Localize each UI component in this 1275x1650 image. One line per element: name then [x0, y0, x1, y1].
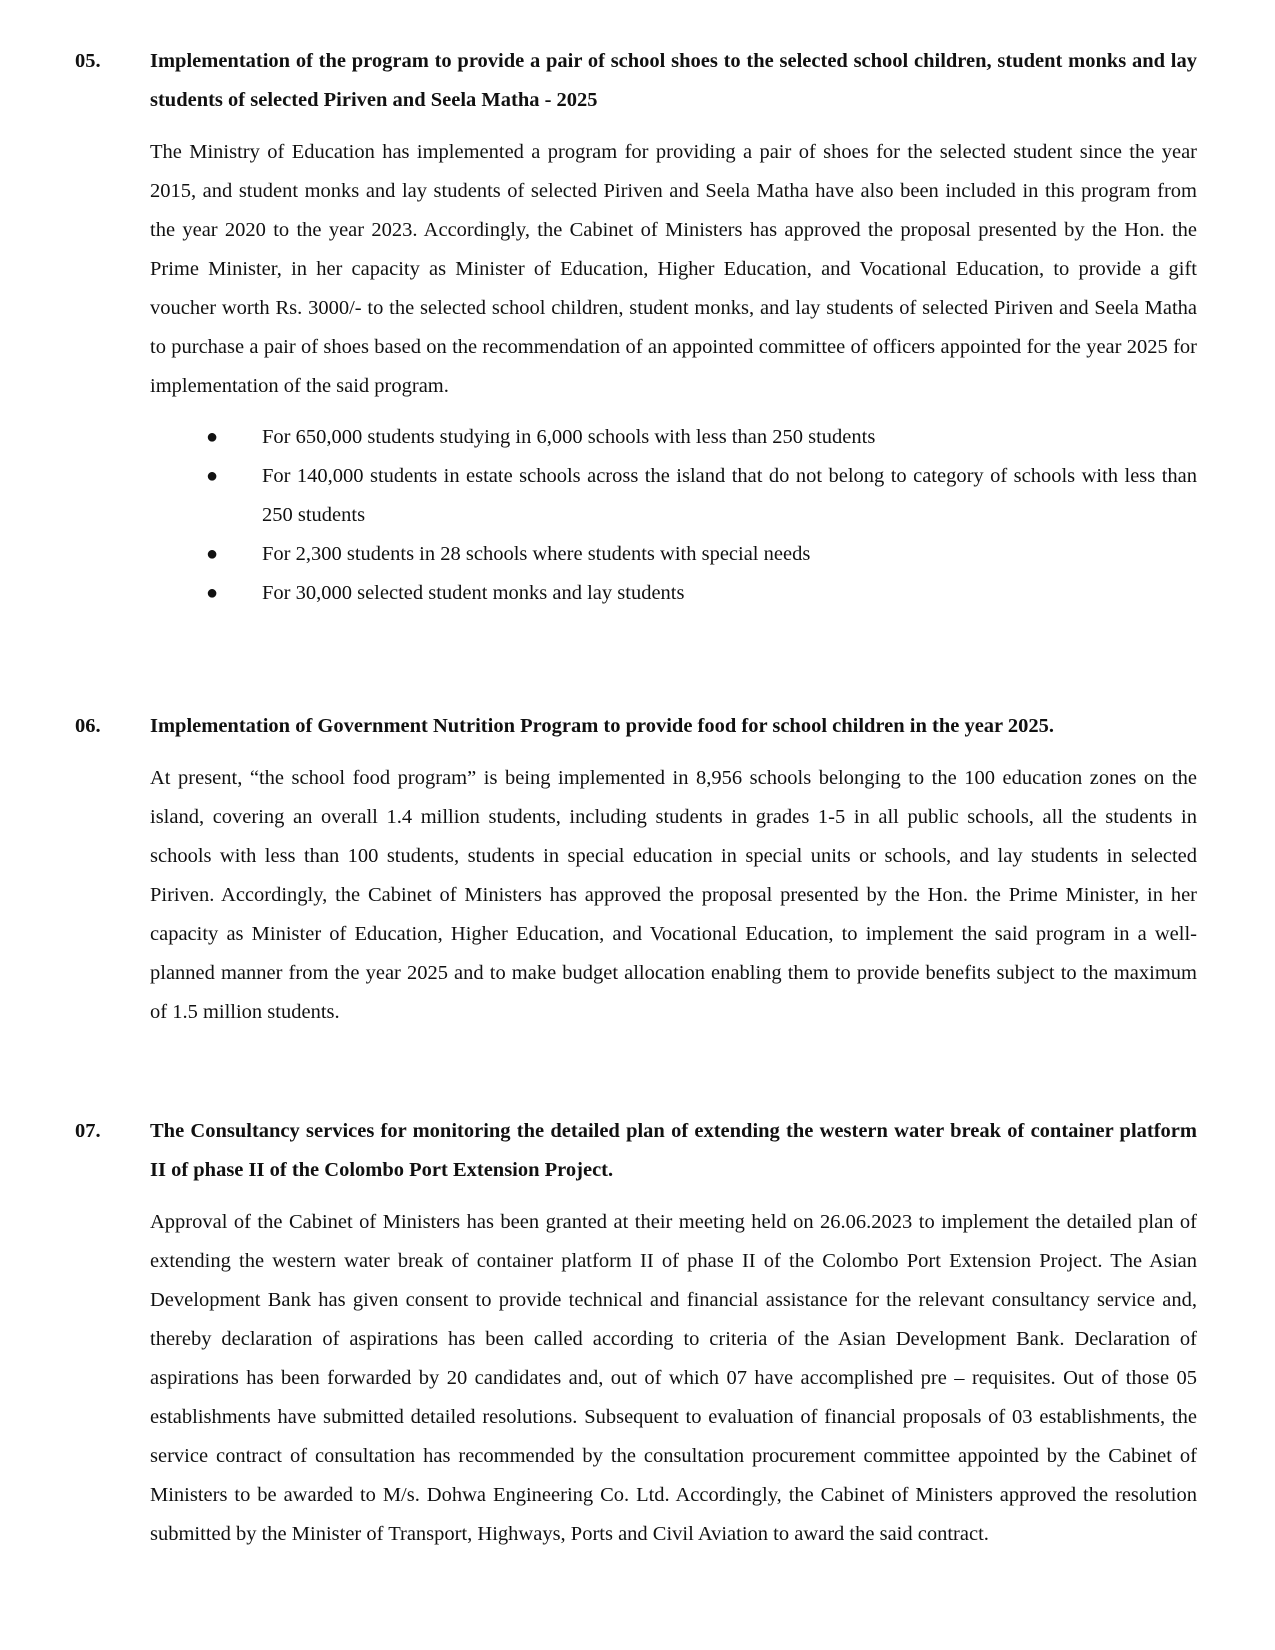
section-07 — [75, 1112, 1197, 1554]
section-body: At present, “the school food program” is being implemented in 8,956 schools belonging to the 100 education zones on the island, covering an overall 1.4 million students, including students in grades 1-5 in all public schools, all the students in schools with less than 100 students, students in special education in special units or schools, and lay students in selected Piriven. Accordingly, the Cabinet of Ministers has approved the proposal presented by the Hon. the Prime Minister, in her capacity as Minister of Education, Higher Education, and Vocational Education, to implement the said program in a well-planned manner from the year 2025 and to make budget allocation enabling them to provide benefits subject to the maximum of 1.5 million students. — [150, 767, 1197, 1023]
bullet-text: For 2,300 students in 28 schools where students with special needs — [262, 543, 811, 565]
bullet-text: For 140,000 students in estate schools across the island that do not belong to category of schools with less than 250 students — [262, 465, 1197, 526]
section-body: Approval of the Cabinet of Ministers has been granted at their meeting held on 26.06.2023 to implement the detailed plan of extending the western water break of container platform II of phase II of the Colombo Port Extension Project. The Asian Development Bank has given consent to provide technical and financial assistance for the relevant consultancy service and, thereby declaration of aspirations has been called according to criteria of the Asian Development Bank. Declaration of aspirations has been forwarded by 20 candidates and, out of which 07 have accomplished pre – requisites. Out of those 05 establishments have submitted detailed resolutions. Subsequent to evaluation of financial proposals of 03 establishments, the service contract of consultation has recommended by the consultation procurement committee appointed by the Cabinet of Ministers to be awarded to M/s. Dohwa Engineering Co. Ltd. Accordingly, the Cabinet of Ministers approved the resolution submitted by the Minister of Transport, Highways, Ports and Civil Aviation to award the said contract. — [150, 1211, 1197, 1545]
bullet-list — [75, 418, 1197, 613]
bullet-text: For 30,000 selected student monks and lay students — [262, 582, 685, 604]
section-06 — [75, 707, 1197, 1032]
bullet-item — [206, 418, 1197, 457]
section-number: 06. — [75, 715, 101, 737]
bullet-icon: ● — [206, 426, 219, 448]
section-title: Implementation of Government Nutrition Program to provide food for school children in the year 2025. — [150, 715, 1055, 737]
bullet-item — [206, 535, 1197, 574]
bullet-item — [206, 457, 1197, 535]
section-heading — [75, 42, 1197, 120]
section-heading — [75, 1112, 1197, 1190]
bullet-icon: ● — [206, 465, 219, 487]
bullet-text: For 650,000 students studying in 6,000 schools with less than 250 students — [262, 426, 876, 448]
section-number: 05. — [75, 50, 101, 72]
bullet-item — [206, 574, 1197, 613]
section-heading — [75, 707, 1197, 746]
section-title: The Consultancy services for monitoring the detailed plan of extending the western water break of container platform II of phase II of the Colombo Port Extension Project. — [150, 1120, 1197, 1181]
bullet-icon: ● — [206, 582, 219, 604]
section-05 — [75, 42, 1197, 613]
section-title: Implementation of the program to provide a pair of school shoes to the selected school children, student monks and lay students of selected Piriven and Seela Matha - 2025 — [150, 50, 1197, 111]
section-number: 07. — [75, 1120, 101, 1142]
bullet-icon: ● — [206, 543, 219, 565]
section-body: The Ministry of Education has implemented a program for providing a pair of shoes for the selected student since the year 2015, and student monks and lay students of selected Piriven and Seela Matha have also been included in this program from the year 2020 to the year 2023. Accordingly, the Cabinet of Ministers has approved the proposal presented by the Hon. the Prime Minister, in her capacity as Minister of Education, Higher Education, and Vocational Education, to provide a gift voucher worth Rs. 3000/- to the selected school children, student monks, and lay students of selected Piriven and Seela Matha to purchase a pair of shoes based on the recommendation of an appointed committee of officers appointed for the year 2025 for implementation of the said program. — [150, 141, 1197, 397]
